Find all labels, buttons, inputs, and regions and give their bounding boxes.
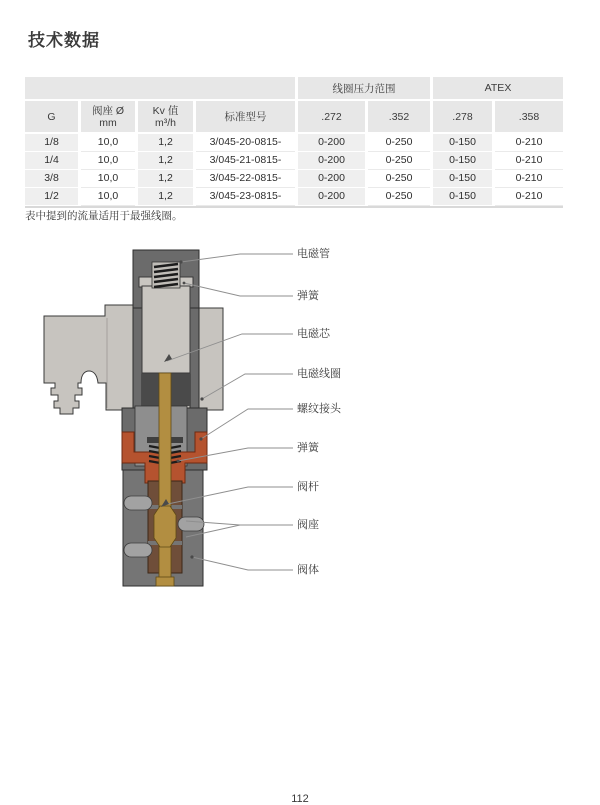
column-header: .272 (298, 101, 365, 132)
diagram-label-valve-seat: 阀座 (297, 519, 319, 531)
table-cell: 0-150 (433, 170, 492, 188)
table-cell: 3/8 (25, 170, 78, 188)
table-cell: 0-250 (368, 170, 430, 188)
table-cell: 0-200 (298, 170, 365, 188)
diagram-label-solenoid-core: 电磁芯 (297, 328, 330, 340)
column-header: .358 (495, 101, 563, 132)
table-cell: 1,2 (138, 134, 193, 152)
table-cell: 1,2 (138, 152, 193, 170)
table-cell: 1,2 (138, 188, 193, 206)
page-number: 112 (291, 793, 309, 805)
table-cell: 10,0 (81, 188, 135, 206)
spring-top-shape (152, 262, 180, 288)
table-cell: 0-250 (368, 188, 430, 206)
table-cell: 0-200 (298, 134, 365, 152)
table-cell: 0-210 (495, 170, 563, 188)
table-cell: 10,0 (81, 134, 135, 152)
column-header: 阀座 Ø mm (81, 101, 135, 132)
table-cell: 1/8 (25, 134, 78, 152)
column-header: Kv 值 m³/h (138, 101, 193, 132)
column-header: .352 (368, 101, 430, 132)
table-cell: 0-250 (368, 152, 430, 170)
table-cell: 1,2 (138, 170, 193, 188)
connector-shape (44, 305, 133, 414)
column-header: G (25, 101, 78, 132)
table-cell: 10,0 (81, 152, 135, 170)
diagram-label-solenoid-coil: 电磁线圈 (297, 368, 341, 380)
table-footnote: 表中提到的流量适用于最强线圈。 (25, 210, 183, 222)
table-cell: 1/4 (25, 152, 78, 170)
table-cell: 0-210 (495, 188, 563, 206)
group-header-coil-pressure-range: 线圈压力范围 (298, 77, 430, 99)
page-title: 技术数据 (28, 31, 100, 50)
diagram-label-spring-lower: 弹簧 (297, 442, 319, 454)
table-cell: 0-150 (433, 152, 492, 170)
table-cell: 3/045-23-0815- (196, 188, 295, 206)
table-cell: 0-210 (495, 152, 563, 170)
diagram-label-threaded-conn: 螺纹接头 (297, 403, 341, 415)
table-cell: 0-210 (495, 134, 563, 152)
column-header: .278 (433, 101, 492, 132)
diagram-label-spring-top: 弹簧 (297, 290, 319, 302)
table-cell: 0-150 (433, 188, 492, 206)
table-cell: 3/045-21-0815- (196, 152, 295, 170)
plunger-core-shape (139, 277, 193, 373)
table-cell: 0-200 (298, 188, 365, 206)
diagram-label-valve-body: 阀体 (297, 564, 319, 576)
table-cell: 10,0 (81, 170, 135, 188)
table-cell: 0-150 (433, 134, 492, 152)
table-cell: 3/045-20-0815- (196, 134, 295, 152)
table-cell: 0-250 (368, 134, 430, 152)
table-cell: 0-200 (298, 152, 365, 170)
column-header: 标准型号 (196, 101, 295, 132)
diagram-label-solenoid-tube: 电磁管 (297, 248, 330, 260)
table-cell: 3/045-22-0815- (196, 170, 295, 188)
table-cell: 1/2 (25, 188, 78, 206)
group-header-atex: ATEX (433, 77, 563, 99)
diagram-label-valve-stem: 阀杆 (297, 481, 319, 493)
